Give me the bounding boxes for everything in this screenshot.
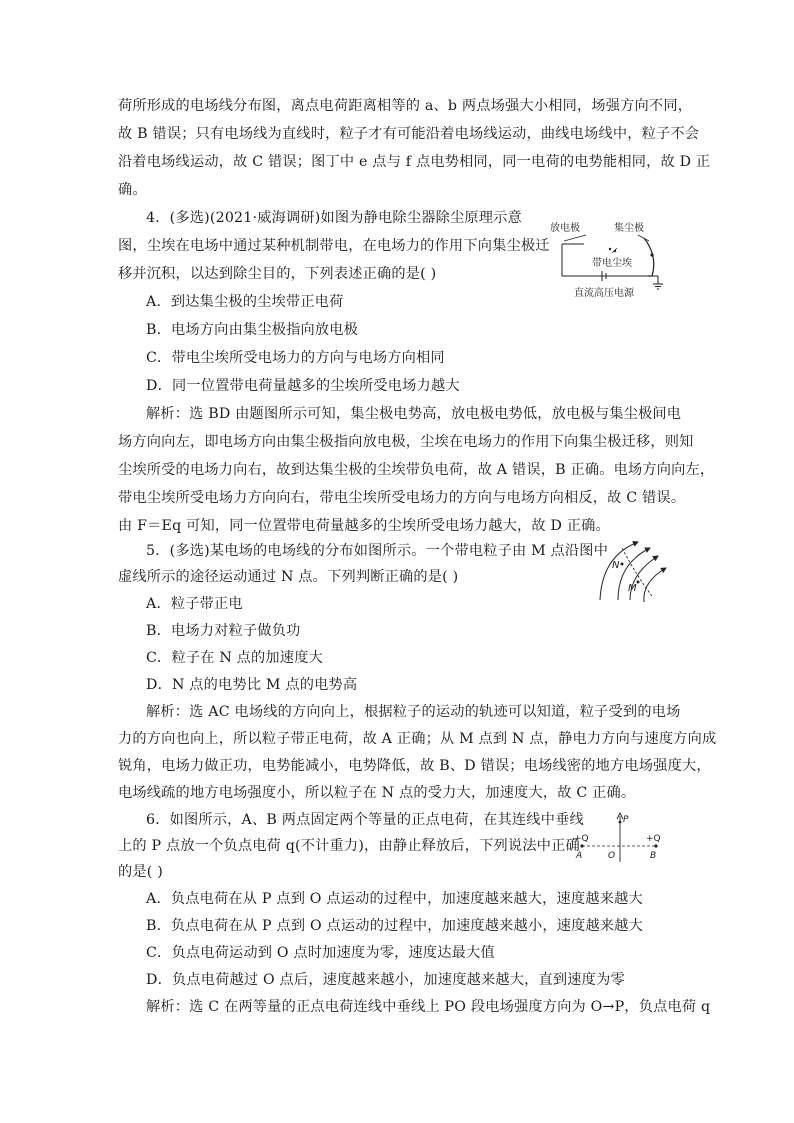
collector-electrode-label: 集尘极 bbox=[614, 223, 644, 234]
text-line: 沿着电场线运动，故 C 错误；图丁中 e 点与 f 点电势相同，同一电荷的电势能相同，故 D 正 bbox=[118, 154, 711, 170]
charge-b-label: +Q bbox=[646, 834, 661, 844]
q4-stem-line: 4．(多选)(2021·威海调研)如图为静电除尘器除尘原理示意 bbox=[146, 210, 522, 226]
q5-analysis-line: 力的方向也向上，所以粒子带正电荷，故 A 正确；从 M 点到 N 点，静电力方向与速度方向成 bbox=[118, 731, 717, 747]
q4-analysis-line: 尘埃所受的电场力向右，故到达集尘极的尘埃带负电荷，故 A 错误，B 正确。电场方向向左， bbox=[118, 462, 715, 478]
q5-stem-line: 虚线所示的途径运动通过 N 点。下列判断正确的是( ) bbox=[118, 569, 459, 585]
q4-stem-line: 移并沉积，以达到除尘目的，下列表述正确的是( ) bbox=[118, 266, 437, 282]
q6-option-c: C．负点电荷运动到 O 点时加速度为零，速度达最大值 bbox=[146, 945, 495, 961]
q4-option-b: B．电场方向由集尘极指向放电极 bbox=[146, 322, 359, 338]
q5-analysis-line: 电场线疏的地方电场强度小，所以粒子在 N 点的受力大，加速度大，故 C 正确。 bbox=[118, 785, 636, 801]
two-charges-diagram bbox=[572, 810, 664, 866]
point-a-label: A bbox=[576, 851, 583, 861]
q5-option-b: B．电场力对粒子做负功 bbox=[146, 623, 301, 639]
q4-option-c: C．带电尘埃所受电场力的方向与电场方向相同 bbox=[146, 350, 445, 366]
q5-option-a: A．粒子带正电 bbox=[146, 596, 243, 612]
point-o-label: O bbox=[608, 851, 616, 861]
q6-option-d: D．负点电荷越过 O 点后，速度越来越小，加速度越来越大，直到速度为零 bbox=[146, 972, 625, 988]
charge-a-label: +Q bbox=[574, 834, 589, 844]
q6-option-a: A．负点电荷在从 P 点到 O 点运动的过程中，加速度越来越大，速度越来越大 bbox=[146, 891, 643, 907]
q5-analysis-line: 锐角，电场力做正功，电势能减小，电势降低，故 B、D 错误；电场线密的地方电场强度大， bbox=[118, 758, 711, 774]
q4-option-d: D．同一位置带电荷量越多的尘埃所受电场力越大 bbox=[146, 378, 460, 394]
q5-option-c: C．粒子在 N 点的加速度大 bbox=[146, 650, 323, 666]
charged-dust-label: 带电尘埃 bbox=[592, 258, 632, 269]
point-n-label: N bbox=[612, 560, 620, 571]
q5-analysis-line: 解析：选 AC 电场线的方向向上，根据粒子的运动的轨迹可以知道，粒子受到的电场 bbox=[146, 704, 681, 720]
q5-option-d: D．N 点的电势比 M 点的电势高 bbox=[146, 677, 358, 693]
q4-analysis-line: 带电尘埃所受电场力方向向右，带电尘埃所受电场力的方向与电场方向相反，故 C 错误。 bbox=[118, 490, 686, 506]
text-line: 故 B 错误；只有电场线为直线时，粒子才有可能沿着电场线运动，曲线电场线中，粒子不会 bbox=[118, 126, 700, 142]
q6-analysis-line: 解析：选 C 在两等量的正点电荷连线中垂线上 PO 段电场强度方向为 O→P，负点电荷 q bbox=[146, 999, 711, 1015]
q6-stem-line: 上的 P 点放一个负点电荷 q(不计重力)，由静止释放后，下列说法中正确 bbox=[118, 838, 580, 854]
discharge-electrode-label: 放电极 bbox=[550, 223, 580, 234]
q6-option-b: B．负点电荷在从 P 点到 O 点运动的过程中，加速度越来越小，速度越来越大 bbox=[146, 918, 644, 934]
point-m-label: M bbox=[628, 583, 637, 594]
point-b-label: B bbox=[650, 851, 657, 861]
point-p-label: P bbox=[623, 815, 629, 825]
q4-analysis-line: 场方向向左，即电场方向由集尘极指向放电极，尘埃在电场力的作用下向集尘极迁移，则知 bbox=[118, 434, 694, 450]
curved-field-lines-diagram bbox=[592, 534, 672, 604]
q6-stem-line: 6．如图所示，A、B 两点固定两个等量的正点电荷，在其连线中垂线 bbox=[146, 812, 584, 828]
q4-stem-line: 图，尘埃在电场中通过某种机制带电，在电场力的作用下向集尘极迁 bbox=[118, 238, 550, 254]
text-line: 确。 bbox=[118, 182, 147, 198]
dc-high-voltage-source-label: 直流高压电源 bbox=[574, 288, 634, 299]
q5-stem-line: 5．(多选)某电场的电场线的分布如图所示。一个带电粒子由 M 点沿图中 bbox=[146, 543, 609, 559]
text-line: 荷所形成的电场线分布图，离点电荷距离相等的 a、b 两点场强大小相同，场强方向不同， bbox=[118, 98, 693, 114]
q4-option-a: A．到达集尘极的尘埃带正电荷 bbox=[146, 294, 344, 310]
precipitator-diagram bbox=[548, 214, 674, 302]
q4-analysis-line: 由 F＝Eq 可知，同一位置带电荷量越多的尘埃所受电场力越大，故 D 正确。 bbox=[118, 518, 610, 534]
q4-analysis-line: 解析：选 BD 由题图所示可知，集尘极电势高，放电极电势低，放电极与集尘极间电 bbox=[146, 406, 682, 422]
q6-stem-line: 的是( ) bbox=[118, 864, 163, 880]
